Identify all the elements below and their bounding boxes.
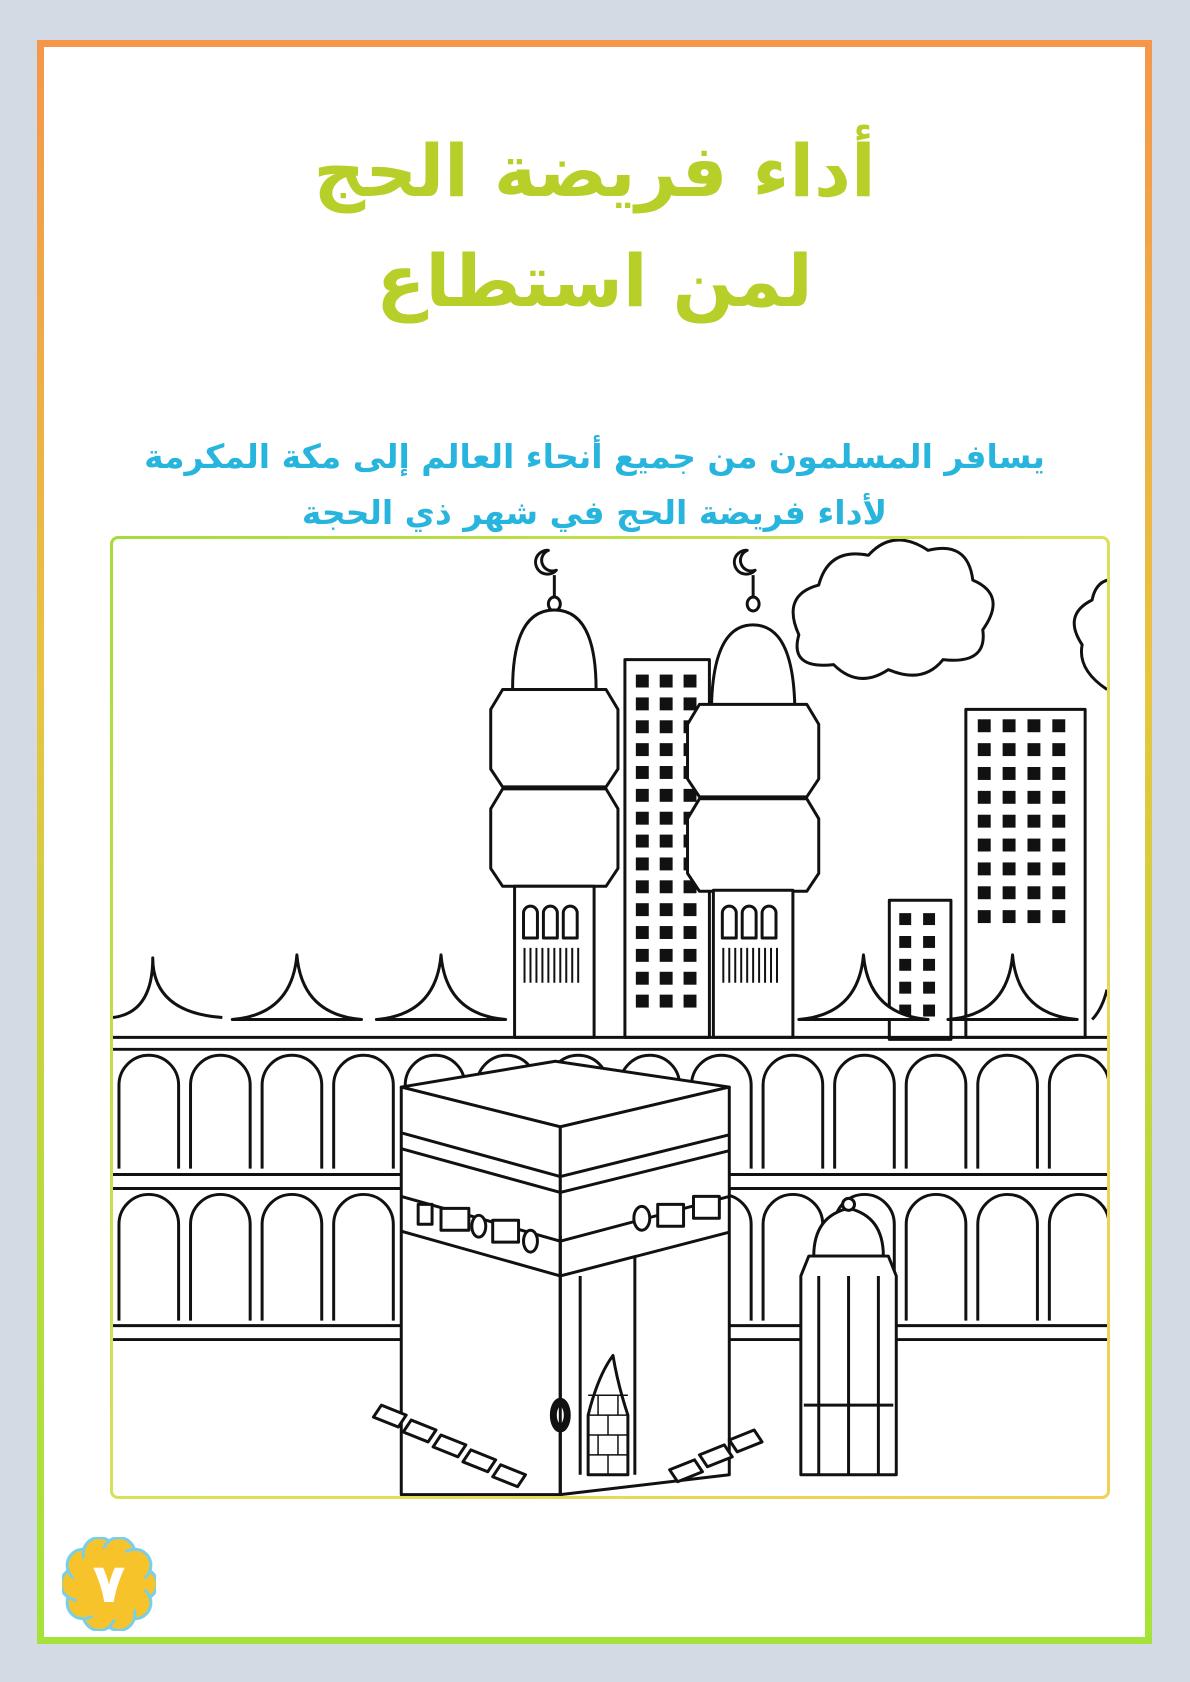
cloud-icon (1074, 579, 1107, 689)
page-title-line-2: لمن استطاع (376, 239, 813, 323)
page-frame (37, 40, 1152, 1644)
page-number-badge (62, 1537, 156, 1631)
tall-building (966, 709, 1085, 1037)
kaaba (373, 1061, 762, 1494)
coloring-picture-frame (110, 536, 1110, 1499)
page-subtitle-line-2: لأداء فريضة الحج في شهر ذي الحجة (301, 493, 888, 532)
page-number: ٧ (92, 1552, 126, 1615)
kaaba-coloring-illustration (113, 539, 1107, 1496)
minaret (491, 550, 618, 1037)
cloud-icon (793, 540, 993, 678)
page-subtitle-line-1: يسافر المسلمون من جميع أنحاء العالم إلى مكة المكرمة (144, 437, 1045, 476)
maqam-ibrahim (801, 1198, 896, 1474)
page-title-line-1: أداء فريضة الحج (313, 129, 876, 213)
dome-row (113, 955, 1107, 1020)
